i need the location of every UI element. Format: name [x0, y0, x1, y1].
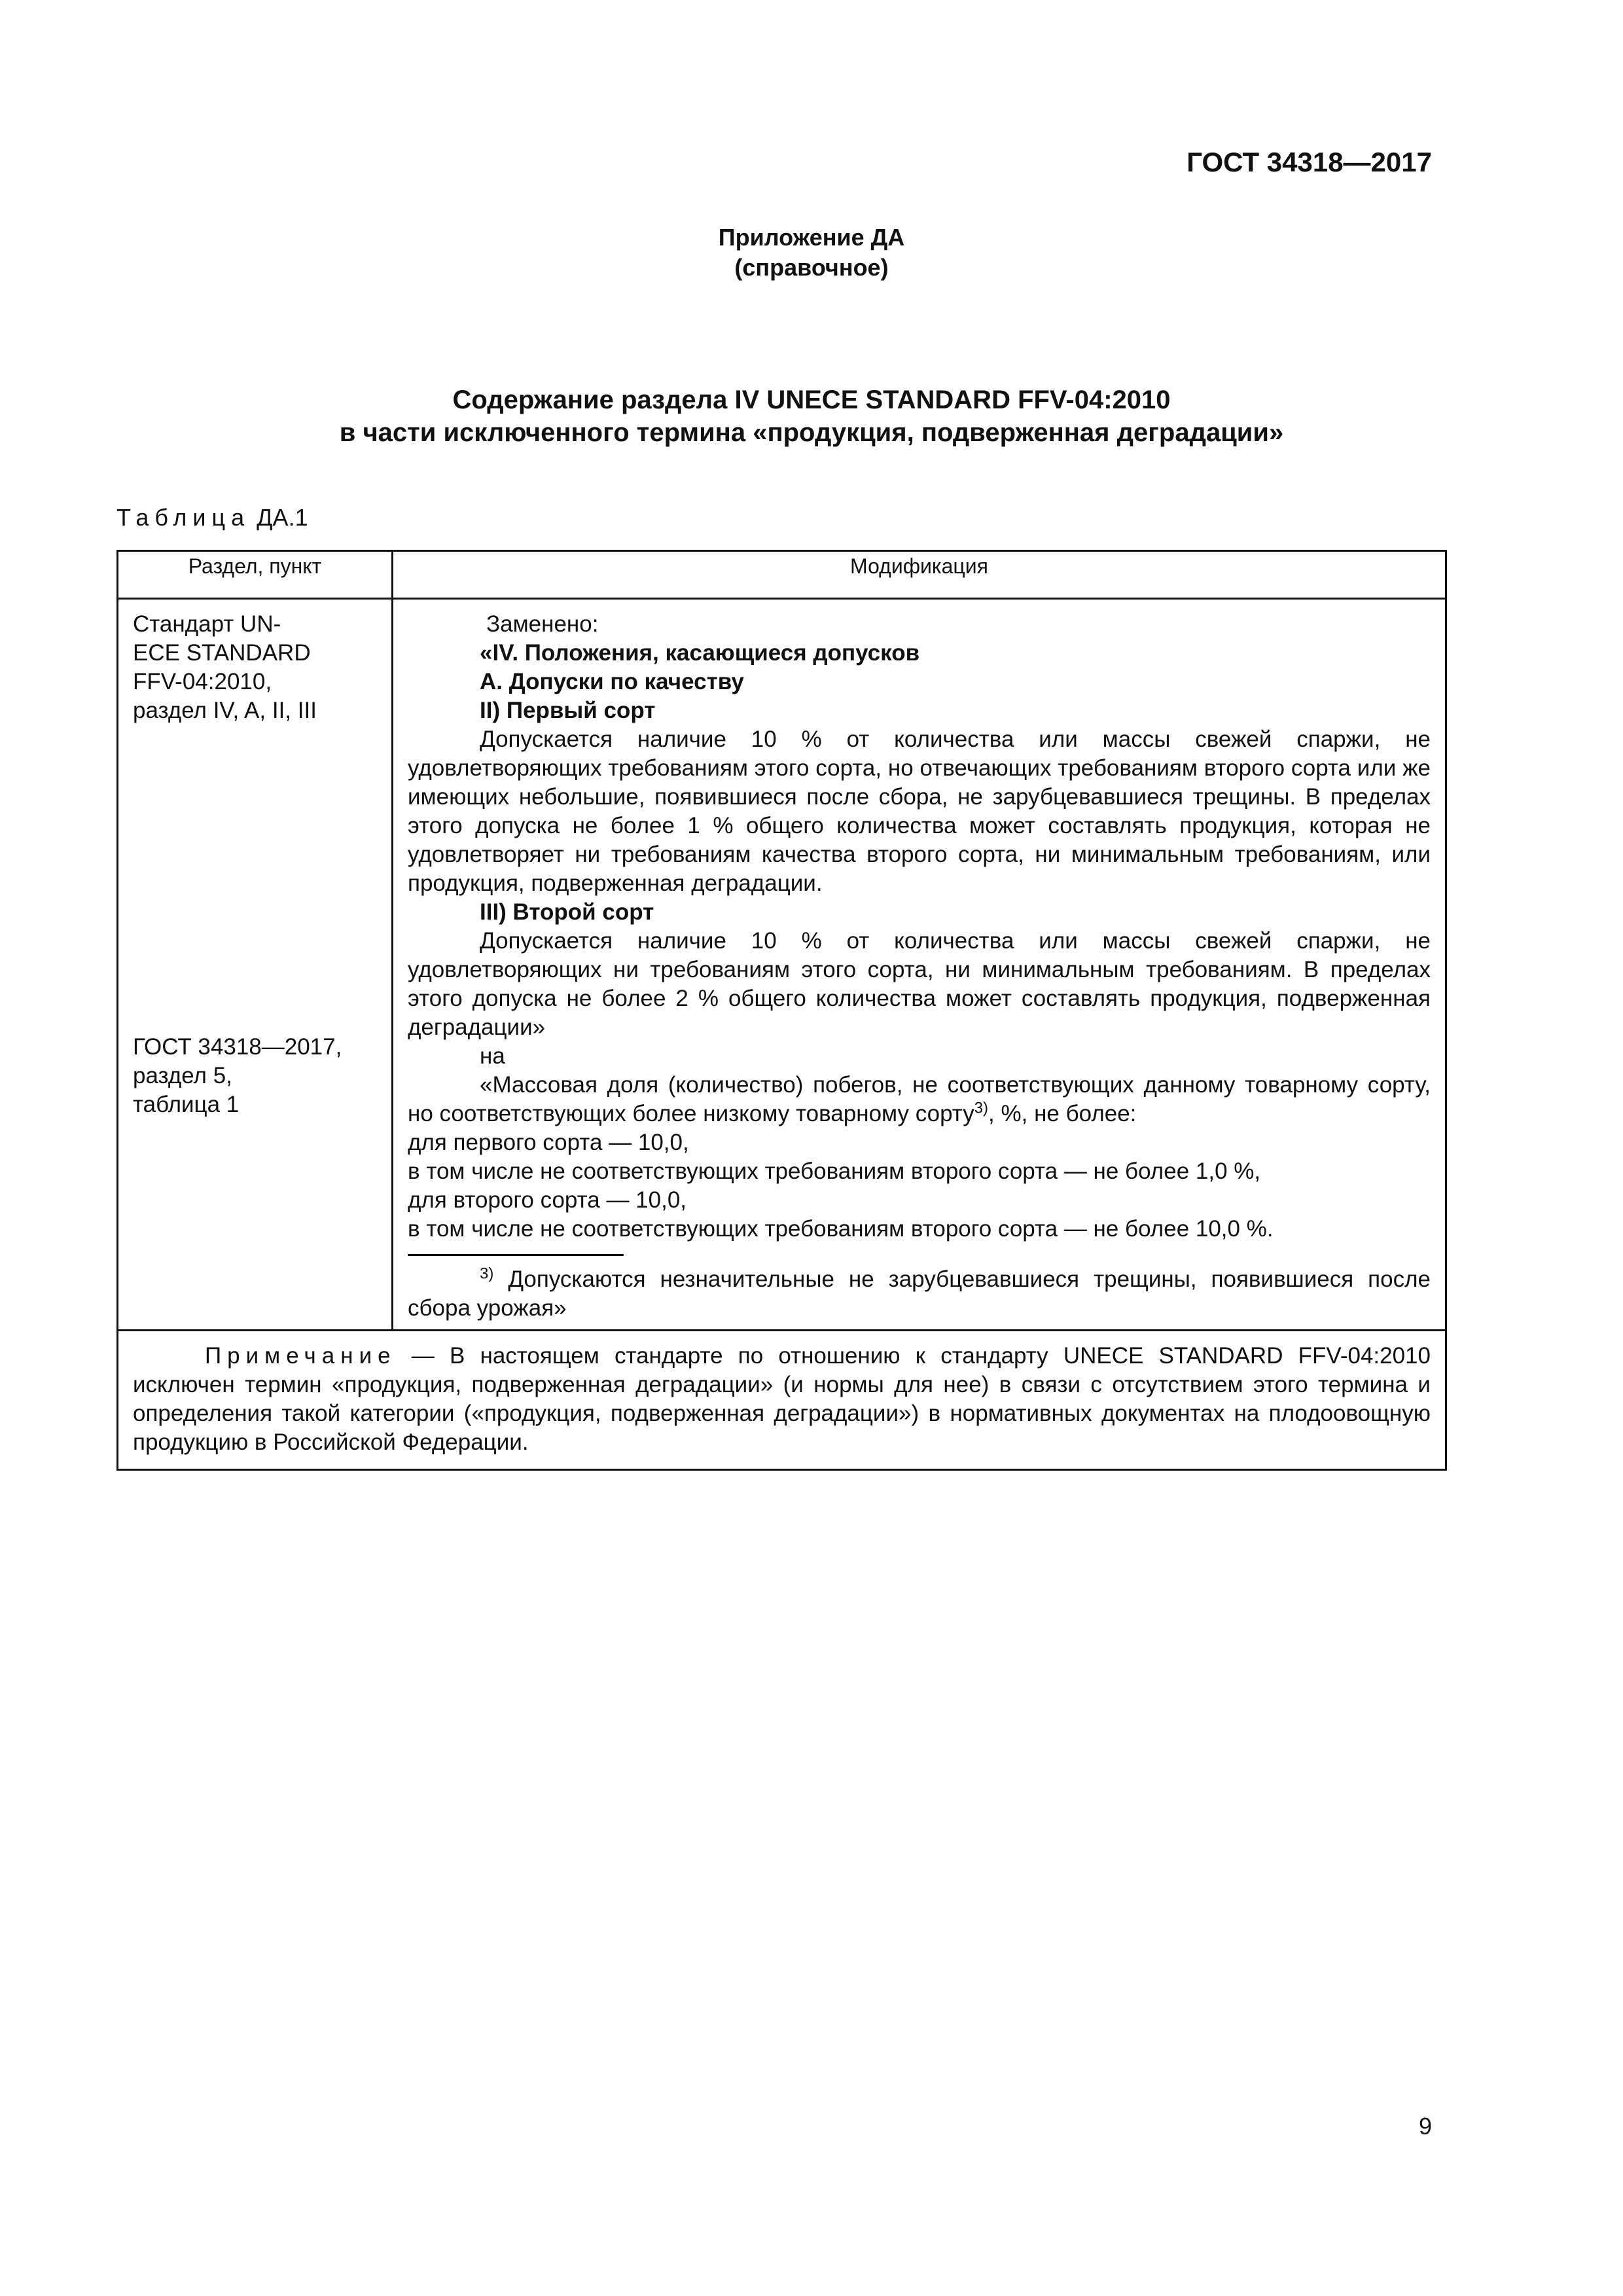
section-line: FFV-04:2010, — [133, 669, 272, 694]
section-line: раздел IV, A, II, III — [133, 698, 317, 723]
document-title — [0, 384, 1623, 449]
note — [133, 1342, 1431, 1457]
title-line-1: Содержание раздела IV UNECE STANDARD FFV-04:2010 — [452, 386, 1171, 414]
table-caption — [116, 504, 308, 531]
list-item: в том числе не соответствующих требованиям второго сорта — не более 1,0 %, — [408, 1158, 1261, 1184]
table-row — [118, 599, 1446, 1331]
footnote-mark: 3) — [480, 1265, 494, 1283]
footnote — [408, 1265, 1431, 1323]
modification-table — [116, 550, 1447, 1471]
header-modification: Модификация — [393, 551, 1446, 599]
appendix-title: Приложение ДА — [718, 224, 905, 251]
list-item: для первого сорта — 10,0, — [408, 1130, 689, 1155]
title-line-2: в части исключенного термина «продукция, подверженная деградации» — [339, 418, 1284, 447]
paragraph-first-grade: Допускается наличие 10 % от количества или массы свежей спаржи, не удовлетворяющих требованиям этого сорта, но отвечающих требованиям второго сорта или же имеющих небольшие, появившиеся после сбора, не зарубцевавшиеся трещины. В пределах этого допуска не более 1 % общего количества может составлять продукция, которая не удовлетворяет ни требованиям качества второго сорта, ни минимальным требованиям, или продукция, подверженная деградации. — [408, 726, 1431, 896]
footnote-text: Допускаются незначительные не зарубцевавшиеся трещины, появившиеся после сбора урожая» — [408, 1266, 1431, 1321]
table-header-row — [118, 551, 1446, 599]
header-section: Раздел, пункт — [118, 551, 393, 599]
page-number: 9 — [1418, 2113, 1432, 2140]
new-text — [408, 1071, 1431, 1128]
note-text: — В настоящем стандарте по отношению к стандарту UNECE STANDARD FFV-04:2010 исключен термин «продукция, подверженная деградации» (и нормы для нее) в связи с отсутствием этого термина и определения такой категории («продукция, подверженная деградации») в нормативных документах на плодоовощную продукцию в Российской Федерации. — [133, 1343, 1431, 1455]
appendix-subtitle: (справочное) — [734, 254, 889, 281]
section-gost — [133, 1033, 378, 1119]
section-line: ECE STANDARD — [133, 640, 311, 666]
footnote-mark: 3) — [974, 1099, 989, 1117]
list-item: для второго сорта — 10,0, — [408, 1187, 687, 1213]
section-unece — [133, 610, 378, 725]
list-item: в том числе не соответствующих требованиям второго сорта — не более 10,0 %. — [408, 1216, 1274, 1242]
section-line: ГОСТ 34318—2017, — [133, 1034, 342, 1060]
replaced-label: Заменено: — [486, 611, 599, 637]
appendix-heading — [0, 223, 1623, 283]
footnote-rule — [408, 1254, 624, 1256]
section-line: Стандарт UN- — [133, 611, 281, 637]
table-note-row — [118, 1331, 1446, 1470]
section-line: таблица 1 — [133, 1092, 240, 1117]
heading-ii: II) Первый сорт — [480, 698, 656, 723]
paragraph-second-grade: Допускается наличие 10 % от количества или массы свежей спаржи, не удовлетворяющих ни требованиям этого сорта, ни минимальным требованиям. В пределах этого допуска не более 2 % общего количества может составлять продукция, подверженная деградации» — [408, 928, 1431, 1040]
new-text-start: «Массовая доля (количество) побегов, не соответствующих данному товарному сорту, но соответствующих более низкому товарному сорту — [408, 1072, 1431, 1126]
on-label: на — [480, 1043, 505, 1069]
note-label: Примечание — [205, 1343, 397, 1369]
section-line: раздел 5, — [133, 1063, 232, 1088]
table-caption-label: Таблица — [116, 504, 251, 531]
document-number: ГОСТ 34318—2017 — [1186, 147, 1432, 177]
new-text-end: , %, не более: — [988, 1101, 1137, 1126]
note-cell — [118, 1331, 1446, 1470]
heading-iii: III) Второй сорт — [480, 899, 654, 925]
modification-cell — [393, 599, 1446, 1331]
section-cell — [118, 599, 393, 1331]
heading-a: A. Допуски по качеству — [480, 669, 744, 694]
heading-iv: «IV. Положения, касающиеся допусков — [480, 640, 920, 666]
table-caption-number: ДА.1 — [257, 504, 308, 531]
